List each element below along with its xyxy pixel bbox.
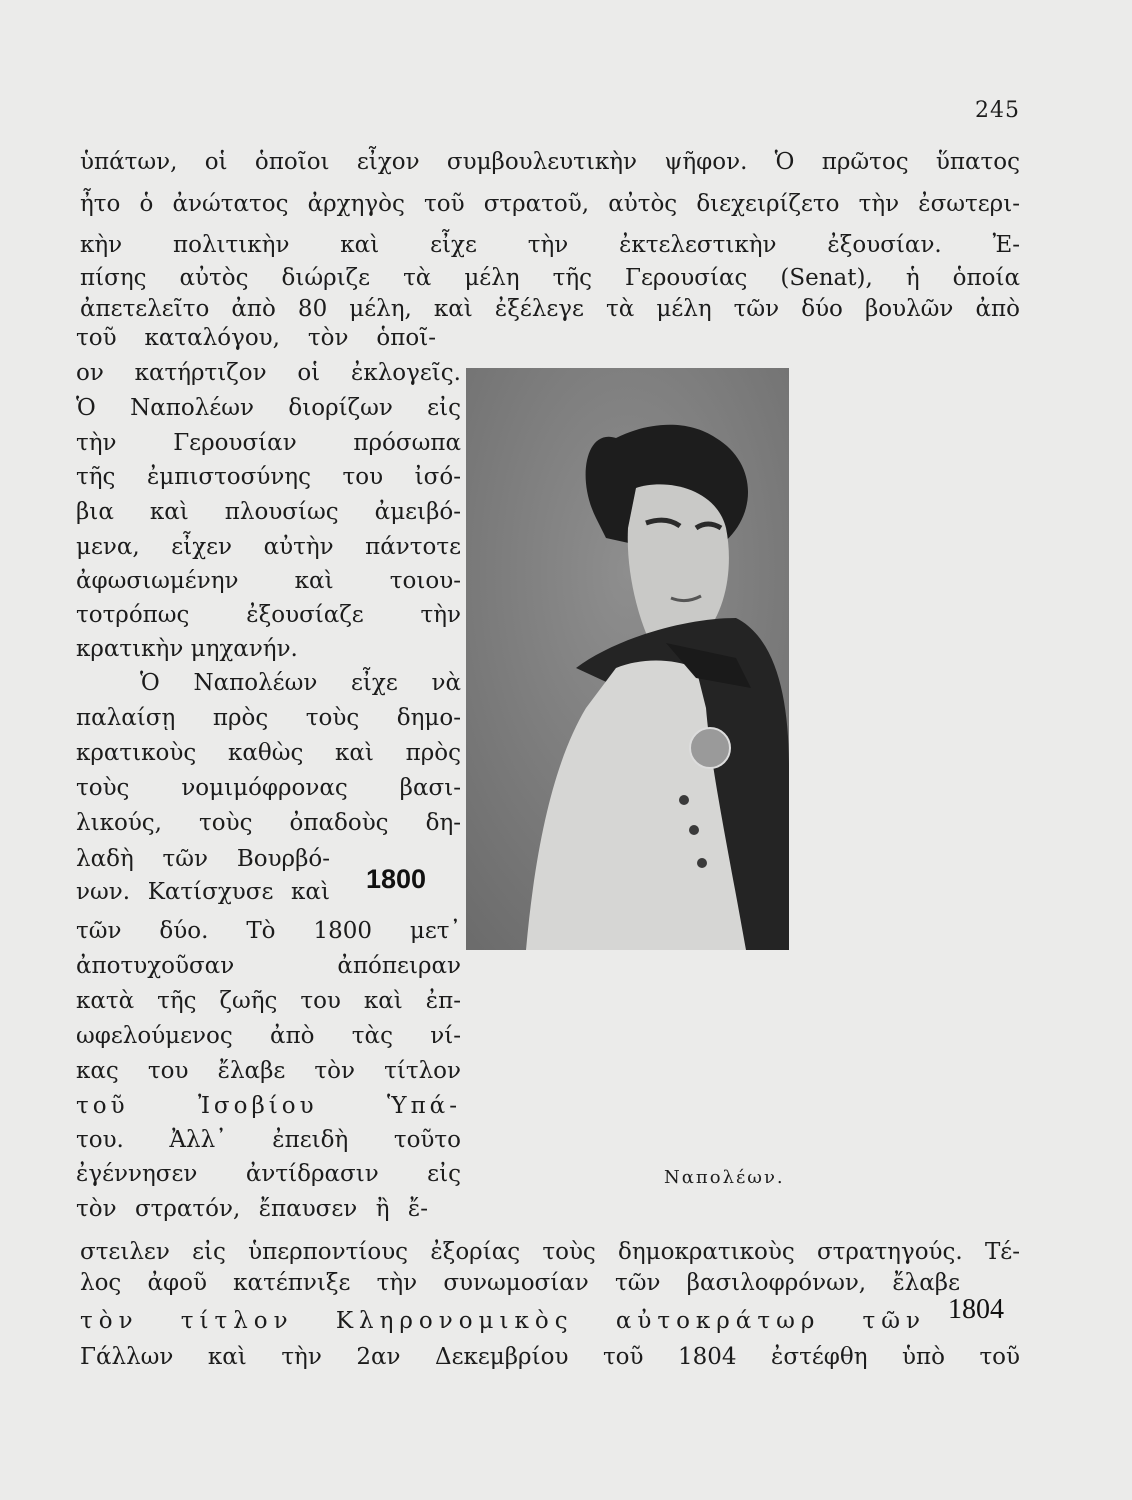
text-line: λος ἀφοῦ κατέπνιξε τὴν συνωμοσίαν τῶν βασιλοφρόνων, ἔλαβε: [80, 1270, 960, 1296]
text-line: ὑπάτων, οἱ ὁποῖοι εἶχον συμβουλευτικὴν ψῆφον. Ὁ πρῶτος ὕπατος: [80, 149, 1020, 175]
text-line: βια καὶ πλουσίως ἀμειβό-: [76, 499, 461, 525]
text-line: κὴν πολιτικὴν καὶ εἶχε τὴν ἐκτελεστικὴν ἐξουσίαν. Ἐ-: [80, 232, 1020, 258]
text-line: Ὁ Ναπολέων διορίζων εἰς: [76, 395, 461, 421]
text-line: ωφελούμενος ἀπὸ τὰς νί-: [76, 1023, 461, 1049]
text-line: κρατικοὺς καθὼς καὶ πρὸς: [76, 740, 461, 766]
text-line: τὴν Γερουσίαν πρόσωπα: [76, 430, 461, 456]
text-line: ον κατήρτιζον οἱ ἐκλογεῖς.: [76, 360, 461, 386]
text-line: τῶν δύο. Τὸ 1800 μετ᾽: [76, 918, 461, 944]
text-line: Ὁ Ναπολέων εἶχε νὰ: [140, 670, 461, 696]
text-line: τοῦ καταλόγου, τὸν ὁποῖ-: [76, 325, 436, 351]
text-line: ἀπετελεῖτο ἀπὸ 80 μέλη, καὶ ἐξέλεγε τὰ μέλη τῶν δύο βουλῶν ἀπὸ: [80, 296, 1020, 322]
text-line: κατὰ τῆς ζωῆς του καὶ ἐπ-: [76, 988, 461, 1014]
portrait-caption: Ναπολέων.: [664, 1167, 785, 1188]
text-line: ἀφωσιωμένην καὶ τοιου-: [76, 568, 461, 594]
margin-year-1804: 1804: [948, 1294, 1004, 1325]
text-line: τοὺς νομιμόφρονας βασι-: [76, 775, 461, 801]
text-line: κας του ἔλαβε τὸν τίτλον: [76, 1058, 461, 1084]
text-line: στειλεν εἰς ὑπερποντίους ἐξορίας τοὺς δημοκρατικοὺς στρατηγούς. Τέ-: [80, 1239, 1020, 1265]
page-number: 245: [975, 98, 1020, 123]
text-line: παλαίσῃ πρὸς τοὺς δημο-: [76, 705, 461, 731]
text-line: λικούς, τοὺς ὀπαδοὺς δη-: [76, 810, 461, 836]
text-line: τῆς ἐμπιστοσύνης του ἰσό-: [76, 464, 461, 490]
text-line: τὸν στρατόν, ἔπαυσεν ἢ ἔ-: [76, 1196, 428, 1222]
text-line: πίσης αὐτὸς διώριζε τὰ μέλη τῆς Γερουσίας (Senat), ἡ ὁποία: [80, 265, 1020, 291]
text-line: τοῦ Ἰσοβίου Ὑπά-: [76, 1093, 461, 1119]
text-line: κρατικὴν μηχανήν.: [76, 636, 298, 662]
text-line: λαδὴ τῶν Βουρβό-: [76, 846, 330, 872]
text-line: μενα, εἶχεν αὐτὴν πάντοτε: [76, 534, 461, 560]
text-line: ἦτο ὁ ἀνώτατος ἀρχηγὸς τοῦ στρατοῦ, αὐτὸς διεχειρίζετο τὴν ἐσωτερι-: [80, 191, 1020, 217]
text-line: ἀποτυχοῦσαν ἀπόπειραν: [76, 953, 461, 979]
margin-year-1800: 1800: [366, 864, 427, 894]
text-line: τὸν τίτλον Κληρονομικὸς αὐτοκράτωρ τῶν: [80, 1308, 926, 1334]
text-line: Γάλλων καὶ τὴν 2αν Δεκεμβρίου τοῦ 1804 ἐστέφθη ὑπὸ τοῦ: [80, 1344, 1020, 1370]
text-line: του. Ἀλλ᾽ ἐπειδὴ τοῦτο: [76, 1127, 461, 1153]
text-line: νων. Κατίσχυσε καὶ: [76, 879, 330, 905]
napoleon-portrait: [466, 368, 789, 950]
text-line: τοτρόπως ἐξουσίαζε τὴν: [76, 602, 461, 628]
text-line: ἐγέννησεν ἀντίδρασιν εἰς: [76, 1161, 461, 1187]
